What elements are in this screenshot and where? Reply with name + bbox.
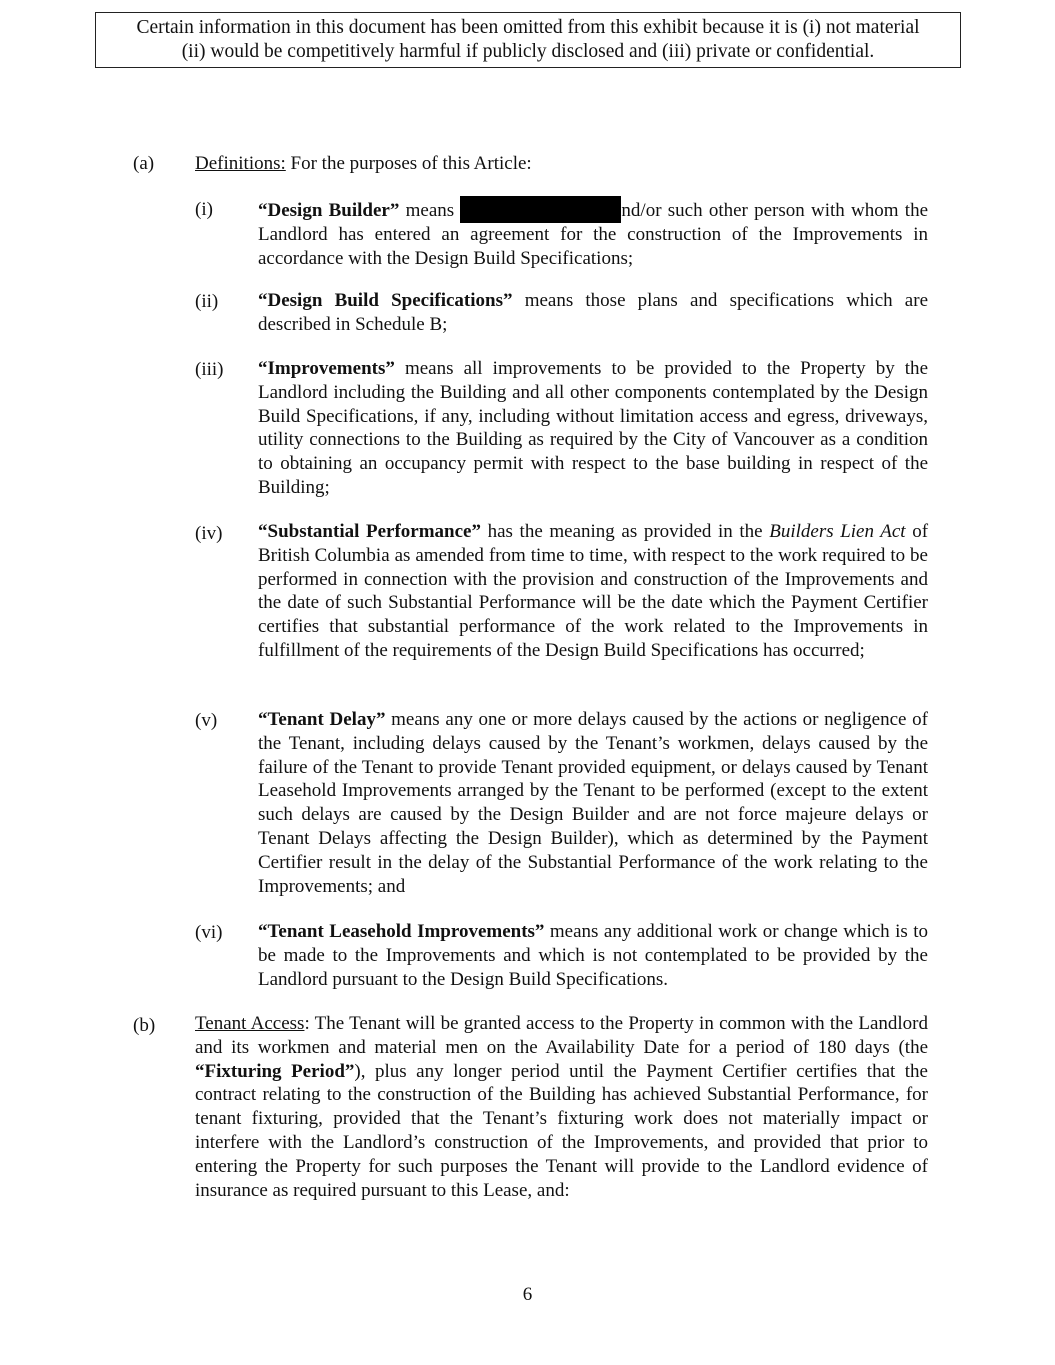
item-label: (ii) [195, 291, 219, 312]
definition-substantial-performance [258, 520, 928, 663]
notice-line-2: (ii) would be competitively harmful if publicly disclosed and (iii) private or confidential. [181, 41, 875, 62]
definition-text: means those plans and specifications which are described in Schedule B; [258, 290, 929, 335]
definition-design-build-specifications [258, 289, 928, 337]
definition-design-builder [258, 196, 928, 271]
defined-term: “Design Builder” [258, 200, 400, 221]
defined-term: “Improvements” [258, 358, 395, 379]
defined-term: “Tenant Delay” [258, 709, 386, 730]
defined-term: “Fixturing Period” [195, 1060, 355, 1082]
definition-text: means [405, 200, 455, 221]
defined-term: “Design Build Specifications” [258, 290, 513, 311]
defined-term: “Substantial Performance” [258, 521, 481, 542]
paragraph-text: : The Tenant will be granted access to the Property in common with the Landlord and its workmen and material men on the Availability Date for a period of 180 days (the [195, 1013, 928, 1058]
redaction-block [460, 196, 621, 223]
definition-text: means any additional work or change which is to be made to the Improvements and which is not contemplated to be provided by the Landlord pursuant to the Design Build Specifications. [258, 921, 929, 990]
definition-improvements [258, 357, 928, 500]
definition-text: means any one or more delays caused by the actions or negligence of the Tenant, including delays caused by the Tenant’s workmen, delays caused by the failure of the Tenant to provide Tenant provided equipment, or delays caused by Tenant Leasehold Improvements arranged by the Tenant to be performed (except to the extent such delays are caused by the Design Builder and are not force majeure delays or Tenant Delays affecting the Design Builder), which as determined by the Payment Certifier result in the delay of the Substantial Performance of the work relating to the Improvements; and [258, 709, 928, 897]
definition-tenant-delay [258, 708, 928, 898]
section-a-label: (a) [133, 153, 155, 174]
notice-line-1: Certain information in this document has been omitted from this exhibit because it is (i) not material [136, 17, 920, 38]
definition-text: has the meaning as provided in the [487, 521, 763, 542]
definition-text: means all improvements to be provided to the Property by the Landlord including the Building and all other components contemplated by the Design Build Specifications, if any, including without limitation access and egress, driveways, utility connections to the Building as required by the City of Vancouver as a condition to obtaining an occupancy permit with respect to the base building in respect of the Building; [258, 358, 928, 498]
definitions-heading: Definitions: [195, 153, 286, 174]
item-label: (vi) [195, 922, 223, 943]
section-b-label: (b) [133, 1015, 156, 1036]
act-name: Builders Lien Act [769, 521, 906, 542]
tenant-access-heading: Tenant Access [195, 1013, 305, 1034]
item-label: (i) [195, 199, 213, 220]
tenant-access-paragraph [195, 1012, 928, 1202]
definition-text: of British Columbia as amended from time to time, with respect to the work required to be performed in connection with the provision and construction of the Improvements and the date of such Substantial Performance will be the date which the Payment Certifier certifies that substantial performance of the work related to the Improvements in fulfillment of the requirements of the Design Build Specifications has occurred; [258, 521, 929, 661]
item-label: (v) [195, 710, 218, 731]
definition-tenant-leasehold-improvements [258, 920, 928, 991]
item-label: (iv) [195, 523, 223, 544]
confidentiality-notice [95, 12, 961, 68]
section-a-heading [195, 152, 532, 176]
definitions-intro: For the purposes of this Article: [290, 153, 532, 174]
paragraph-text: ), plus any longer period until the Payment Certifier certifies that the contract relating to the construction of the Building has achieved Substantial Performance, for tenant fixturing, provided that the Tenant’s fixturing work does not materially impact or interfere with the Landlord’s construction of the Improvements, and provided that prior to entering the Property for such purposes the Tenant will provide to the Landlord evidence of insurance as required pursuant to this Lease, and: [195, 1060, 928, 1201]
page-number: 6 [522, 1284, 533, 1305]
definition-text: nd/or such other person with whom the Landlord has entered an agreement for the construction of the Improvements in accordance with the Design Build Specifications; [258, 200, 929, 269]
defined-term: “Tenant Leasehold Improvements” [258, 921, 545, 942]
item-label: (iii) [195, 359, 224, 380]
